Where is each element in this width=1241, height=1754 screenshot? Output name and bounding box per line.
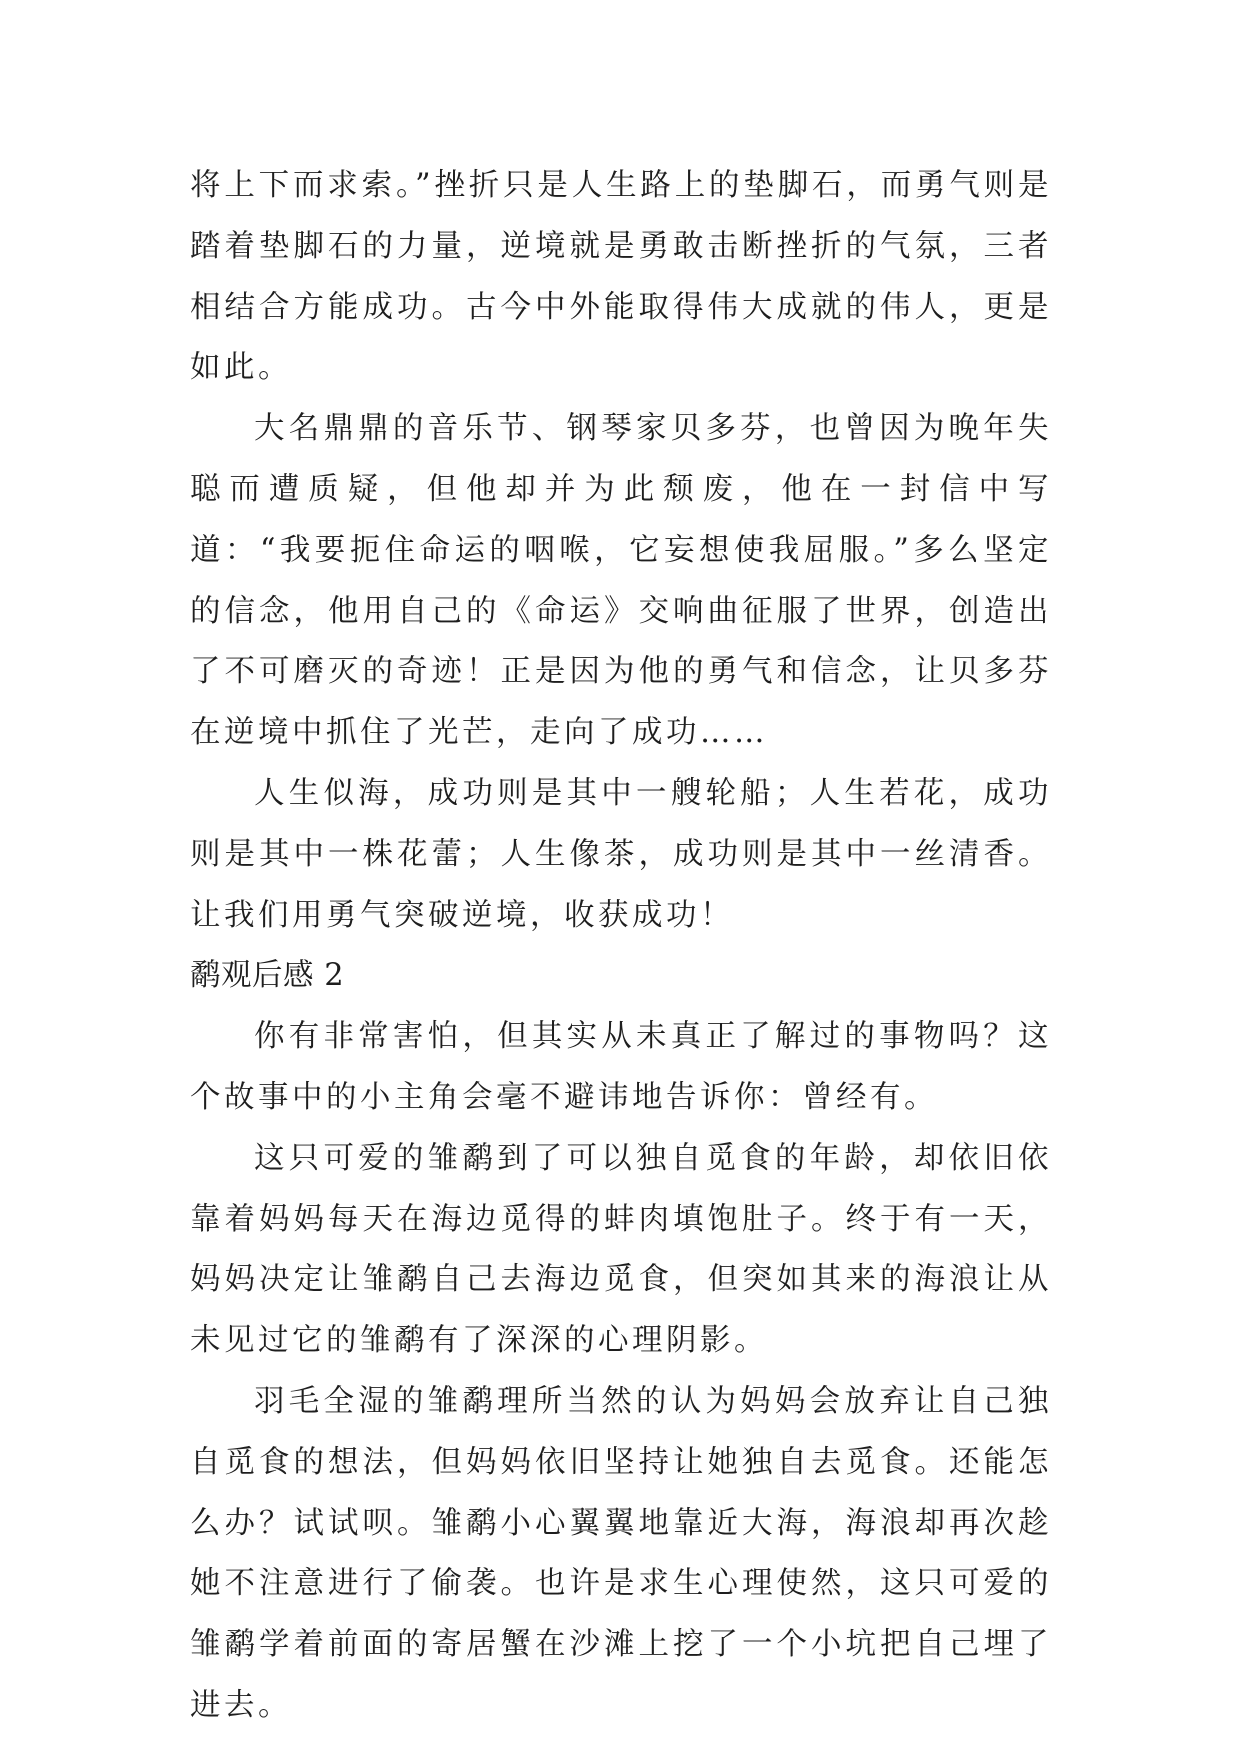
section-heading: 鹬观后感 2 [190, 958, 345, 994]
document-page [190, 156, 1052, 1737]
paragraph-1: 将上下而求索。”挫折只是人生路上的垫脚石，而勇气则是踏着垫脚石的力量，逆境就是勇敢击断挫折的气氛，三者相结合方能成功。古今中外能取得伟大成就的伟人，更是如此。 [190, 168, 1052, 386]
paragraph-3: 人生似海，成功则是其中一艘轮船；人生若花，成功则是其中一株花蕾；人生像茶，成功则是其中一丝清香。让我们用勇气突破逆境，收获成功！ [190, 775, 1052, 933]
paragraph-2: 大名鼎鼎的音乐节、钢琴家贝多芬，也曾因为晚年失聪而遭质疑，但他却并为此颓废，他在一封信中写道：“我要扼住命运的咽喉，它妄想使我屈服。”多么坚定的信念，他用自己的《命运》交响曲征服了世界，创造出了不可磨灭的奇迹！正是因为他的勇气和信念，让贝多芬在逆境中抓住了光芒，走向了成功…… [190, 411, 1052, 751]
paragraph-5: 这只可爱的雏鹬到了可以独自觅食的年龄，却依旧依靠着妈妈每天在海边觅得的蚌肉填饱肚子。终于有一天，妈妈决定让雏鹬自己去海边觅食，但突如其来的海浪让从未见过它的雏鹬有了深深的心理阴影。 [190, 1140, 1052, 1359]
paragraph-4: 你有非常害怕，但其实从未真正了解过的事物吗？这个故事中的小主角会毫不避讳地告诉你：曾经有。 [190, 1019, 1052, 1115]
paragraph-6: 羽毛全湿的雏鹬理所当然的认为妈妈会放弃让自己独自觅食的想法，但妈妈依旧坚持让她独自去觅食。还能怎么办？试试呗。雏鹬小心翼翼地靠近大海，海浪却再次趁她不注意进行了偷袭。也许是求生心理使然，这只可爱的雏鹬学着前面的寄居蟹在沙滩上挖了一个小坑把自己埋了进去。 [190, 1383, 1052, 1723]
